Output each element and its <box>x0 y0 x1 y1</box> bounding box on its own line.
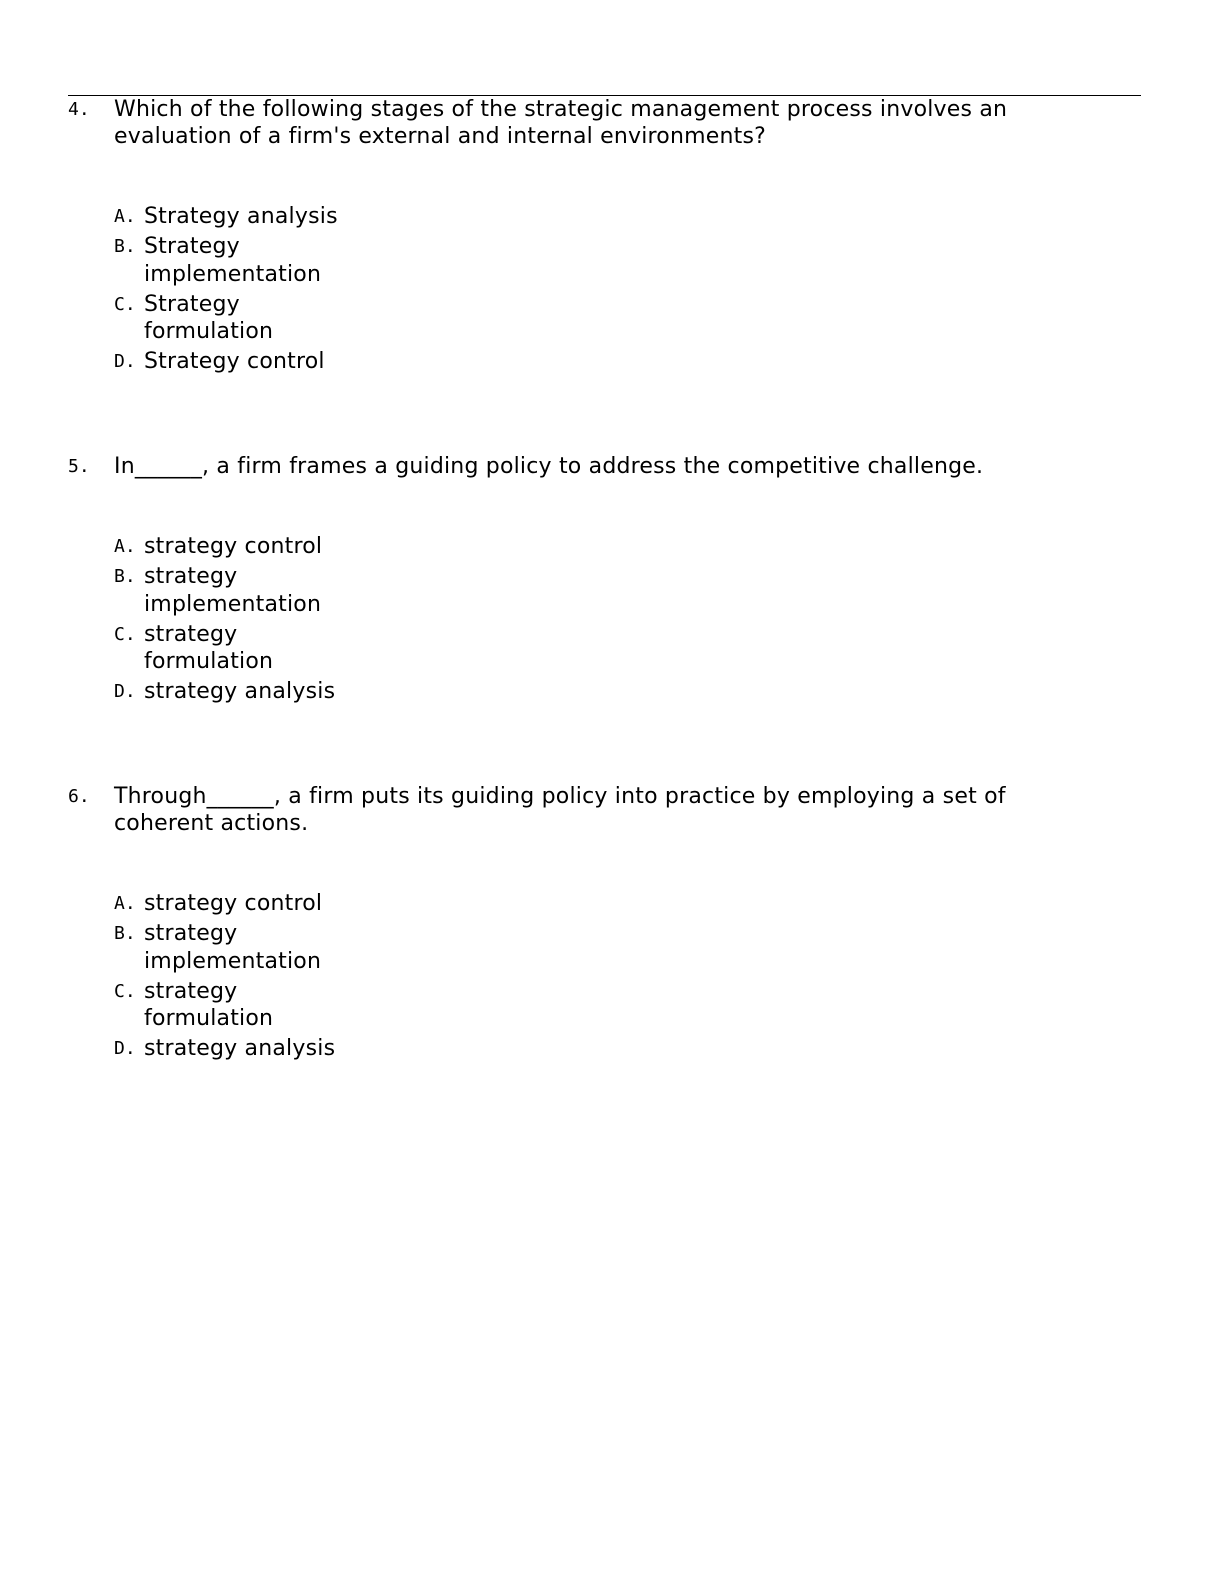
answer-choice-a[interactable] <box>114 533 344 561</box>
choice-letter: B. <box>114 236 136 257</box>
answer-choice-a[interactable] <box>114 890 344 918</box>
choice-text: strategy control <box>144 891 323 916</box>
answer-choices <box>114 533 344 706</box>
choice-letter: A. <box>114 536 136 557</box>
choice-letter: A. <box>114 893 136 914</box>
choice-letter: C. <box>114 623 136 645</box>
choice-text: Strategy implementation <box>144 234 322 287</box>
answer-choices <box>114 890 344 1063</box>
question-6 <box>68 783 1068 1061</box>
answer-choice-c[interactable] <box>114 978 344 1033</box>
question-text: In______, a firm frames a guiding policy to address the competitive challenge. <box>114 454 984 479</box>
choice-letter: C. <box>114 980 136 1002</box>
choice-text: Strategy formulation <box>144 291 274 344</box>
choice-text: strategy control <box>144 534 323 559</box>
choice-text: strategy analysis <box>144 1036 336 1061</box>
choice-letter: D. <box>114 351 136 372</box>
answer-choice-b[interactable] <box>114 233 344 288</box>
answer-choice-b[interactable] <box>114 563 344 618</box>
answer-choice-c[interactable] <box>114 291 344 346</box>
choice-text: strategy implementation <box>144 564 322 617</box>
answer-choice-d[interactable] <box>114 348 344 376</box>
answer-choice-d[interactable] <box>114 1035 344 1063</box>
question-4 <box>68 96 1068 374</box>
choice-text: strategy analysis <box>144 679 336 704</box>
question-number: 6. <box>68 786 90 807</box>
choice-letter: B. <box>114 923 136 944</box>
choice-text: Strategy analysis <box>144 204 338 229</box>
choice-letter: B. <box>114 566 136 587</box>
question-number: 5. <box>68 456 90 477</box>
answer-choice-d[interactable] <box>114 678 344 706</box>
question-number: 4. <box>68 99 90 120</box>
answer-choices <box>114 203 344 376</box>
choice-text: strategy implementation <box>144 921 322 974</box>
choice-text: Strategy control <box>144 349 325 374</box>
choice-letter: D. <box>114 681 136 702</box>
choice-letter: C. <box>114 293 136 315</box>
question-text: Through______, a firm puts its guiding policy into practice by employing a set of coherent actions. <box>114 784 1006 836</box>
answer-choice-b[interactable] <box>114 920 344 975</box>
question-5 <box>68 453 1068 704</box>
choice-text: strategy formulation <box>144 978 274 1031</box>
answer-choice-a[interactable] <box>114 203 344 231</box>
choice-letter: D. <box>114 1038 136 1059</box>
choice-text: strategy formulation <box>144 621 274 674</box>
question-text: Which of the following stages of the strategic management process involves an evaluation of a firm's external and internal environments? <box>114 97 1008 149</box>
choice-letter: A. <box>114 206 136 227</box>
answer-choice-c[interactable] <box>114 621 344 676</box>
